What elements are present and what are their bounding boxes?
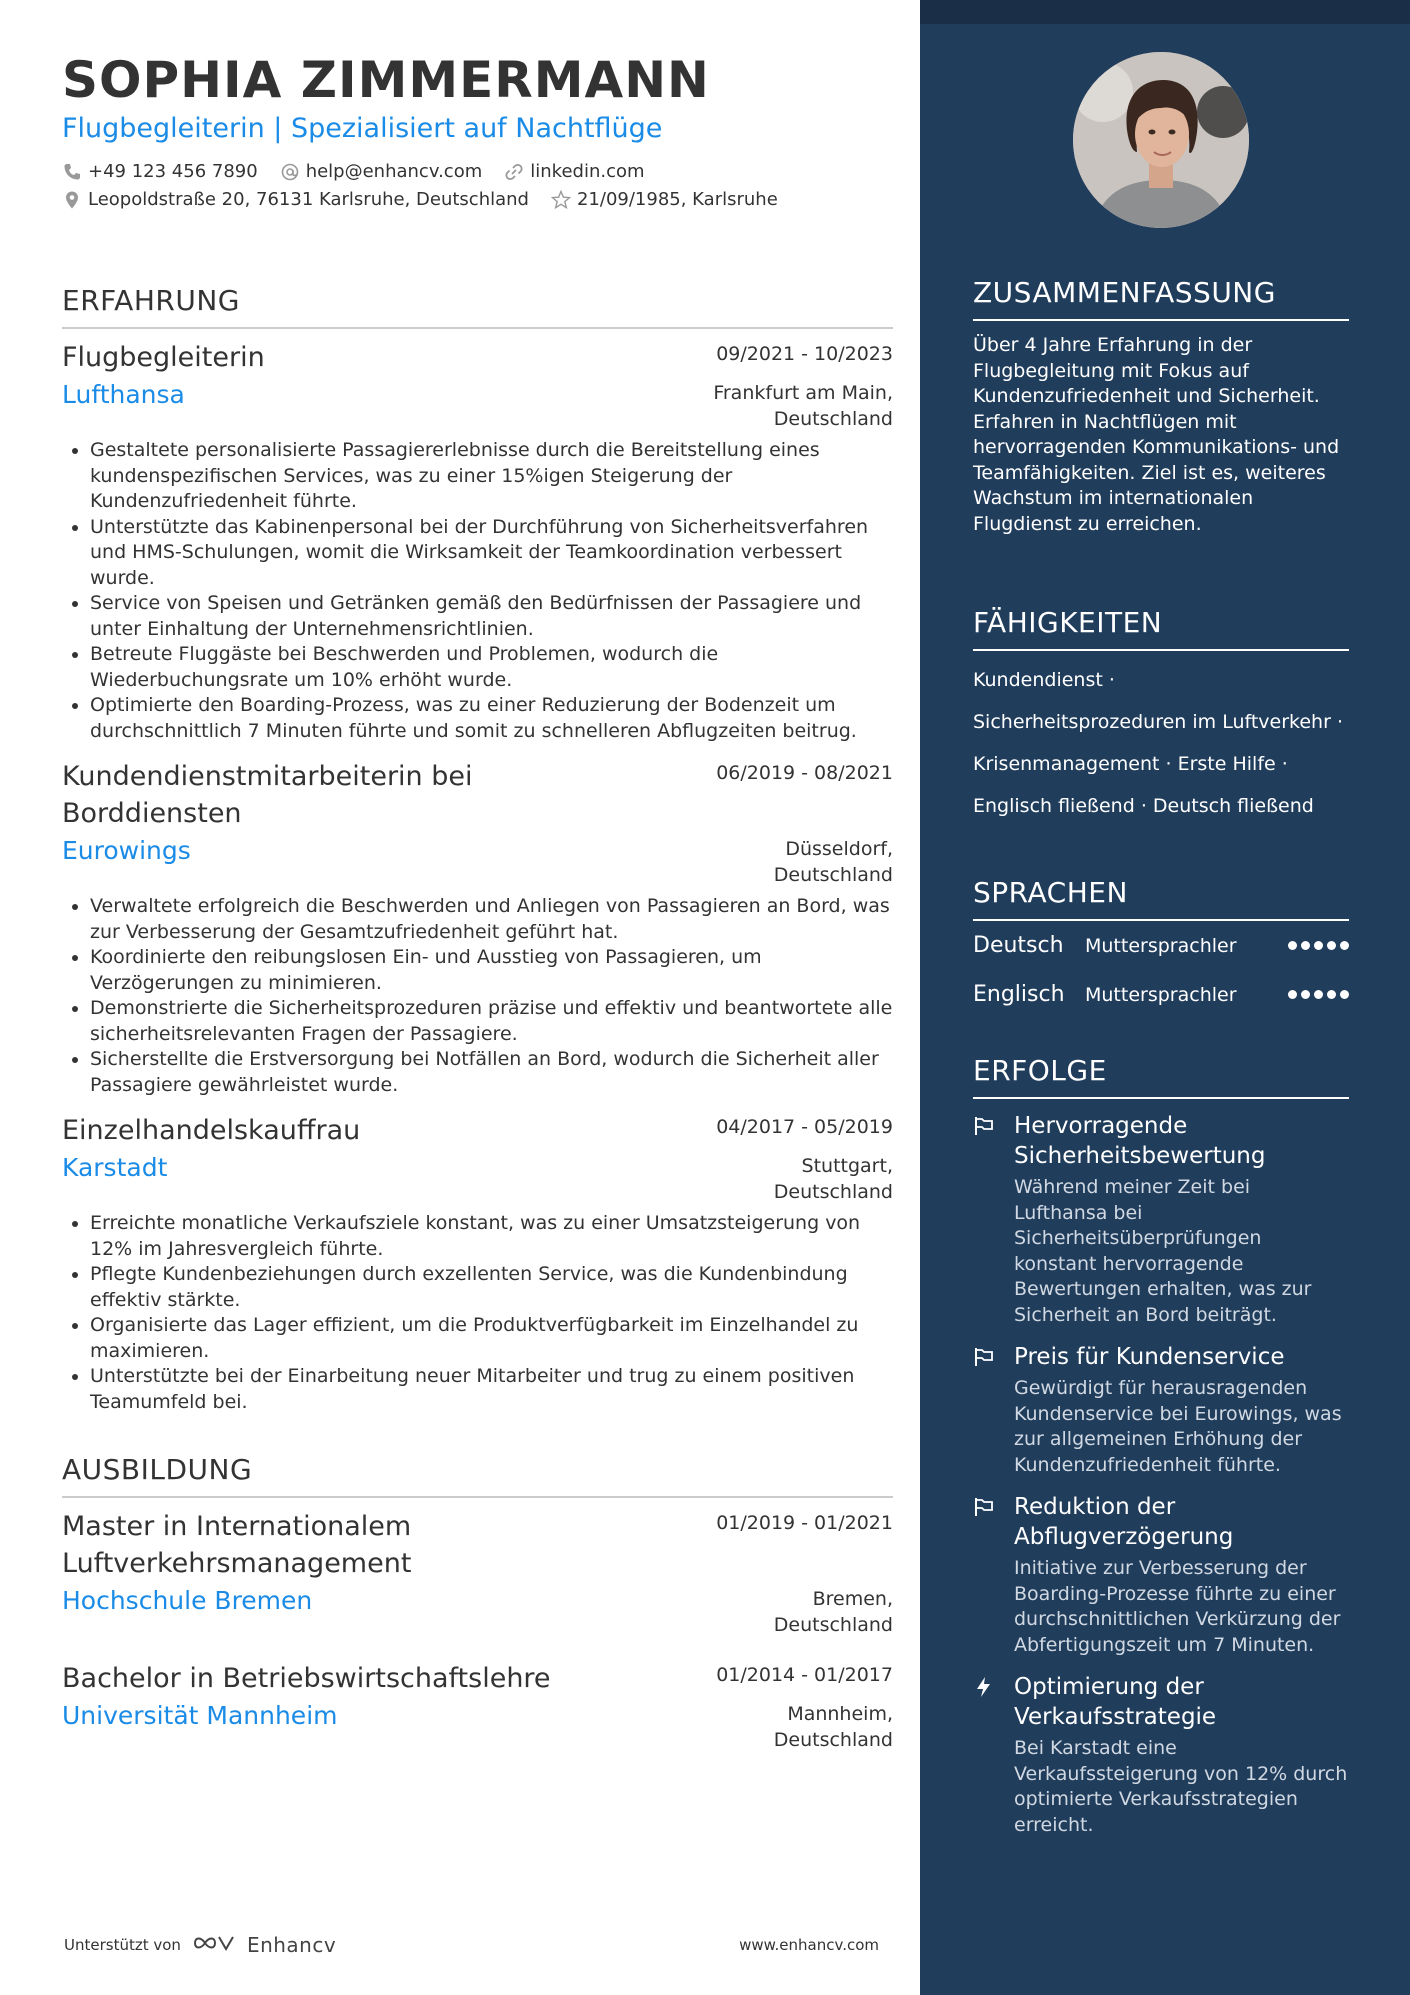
skills-section [973, 606, 1349, 827]
school-name: Universität Mannheim [62, 1701, 338, 1730]
achievements-section [973, 1054, 1349, 1838]
achievement-item [973, 1111, 1349, 1328]
rating-dot [1340, 990, 1349, 999]
link-icon [504, 162, 524, 182]
location-pin-icon [62, 190, 82, 210]
email[interactable] [280, 158, 483, 186]
language-rating [1288, 941, 1349, 950]
achievement-desc: Gewürdigt für herausragenden Kundenservice bei Eurowings, was zur allgemeinen Erhöhung der Kundenzufriedenheit führte. [1014, 1377, 1342, 1476]
bullet-list [62, 894, 893, 1098]
achievement-desc: Bei Karstadt eine Verkaufssteigerung von 12% durch optimierte Verkaufsstrategien erreicht. [1014, 1737, 1348, 1836]
experience-entry [62, 339, 893, 744]
languages-section [973, 876, 1349, 1019]
powered-by-text: Unterstützt von [64, 1936, 181, 1954]
education-date: 01/2014 - 01/2017 [716, 1664, 893, 1686]
job-date: 06/2019 - 08/2021 [716, 762, 893, 784]
bullet-item: • Verwaltete erfolgreich die Beschwerden und Anliegen von Passagieren an Bord, was zur Verbesserung der Gesamtzufriedenheit geführt hat. [90, 894, 893, 945]
job-title: Kundendienstmitarbeiterin bei Borddiensten [62, 761, 473, 829]
job-title: Einzelhandelskauffrau [62, 1115, 361, 1146]
address-text: Leopoldstraße 20, 76131 Karlsruhe, Deutschland [88, 189, 529, 210]
education-entry [62, 1508, 893, 1638]
rating-dot [1288, 941, 1297, 950]
education-date: 01/2019 - 01/2021 [716, 1512, 893, 1534]
bullet-list [62, 438, 893, 744]
education-entry [62, 1660, 893, 1753]
skill-line: Krisenmanagement · Erste Hilfe · [973, 753, 1288, 775]
achievement-item [973, 1342, 1349, 1478]
achievement-title: Preis für Kundenservice [1014, 1344, 1285, 1370]
school-name: Hochschule Bremen [62, 1586, 313, 1615]
bullet-item: • Pflegte Kundenbeziehungen durch exzellenten Service, was die Kundenbindung effektiv stärkte. [90, 1262, 893, 1313]
bullet-item: • Unterstützte bei der Einarbeitung neuer Mitarbeiter und trug zu einem positiven Teamumfeld bei. [90, 1364, 893, 1415]
language-row [973, 921, 1349, 970]
rating-dot [1288, 990, 1297, 999]
achievements-title: ERFOLGE [973, 1054, 1349, 1099]
contact-info [62, 158, 893, 214]
bullet-list [62, 1211, 893, 1415]
bullet-item: • Organisierte das Lager effizient, um die Produktverfügbarkeit im Einzelhandel zu maximieren. [90, 1313, 893, 1364]
experience-entry [62, 1112, 893, 1415]
education-title: AUSBILDUNG [62, 1453, 893, 1498]
sidebar-top-bar [920, 0, 1410, 24]
job-location: Stuttgart, Deutschland [773, 1155, 893, 1203]
education-location: Mannheim, Deutschland [773, 1703, 893, 1751]
achievement-desc: Initiative zur Verbesserung der Boarding-Prozesse führte zu einer durchschnittlichen Verkürzung der Abfertigungszeit um 7 Minuten. [1014, 1557, 1341, 1656]
language-name: Deutsch [973, 933, 1064, 958]
job-location: Frankfurt am Main, Deutschland [713, 382, 893, 430]
phone-text: +49 123 456 7890 [88, 161, 258, 182]
achievement-item [973, 1492, 1349, 1658]
bullet-item: • Erreichte monatliche Verkaufsziele konstant, was zu einer Umsatzsteigerung von 12% im Jahresvergleich führte. [90, 1211, 893, 1262]
language-row [973, 970, 1349, 1019]
rating-dot [1340, 941, 1349, 950]
sidebar [920, 0, 1410, 1995]
linkedin-text: linkedin.com [530, 161, 645, 182]
address [62, 186, 529, 214]
rating-dot [1327, 941, 1336, 950]
phone [62, 158, 258, 186]
achievement-item [973, 1672, 1349, 1838]
job-title: Flugbegleiterin [62, 342, 265, 373]
flag-icon [973, 1111, 1014, 1328]
degree-title: Master in Internationalem Luftverkehrsmanagement [62, 1511, 412, 1579]
email-text: help@enhancv.com [305, 161, 483, 182]
skills-list [973, 659, 1349, 827]
languages-title: SPRACHEN [973, 876, 1349, 921]
achievement-title: Optimierung der Verkaufsstrategie [1014, 1674, 1217, 1730]
degree-title: Bachelor in Betriebswirtschaftslehre [62, 1663, 551, 1694]
birth [551, 186, 778, 214]
flag-icon [973, 1342, 1014, 1478]
skill-line: Sicherheitsprozeduren im Luftverkehr · [973, 711, 1343, 733]
bullet-item: • Demonstrierte die Sicherheitsprozeduren präzise und effektiv und beantwortete alle sicherheitsrelevanten Fragen der Passagiere. [90, 996, 893, 1047]
footer-url[interactable]: www.enhancv.com [739, 1936, 879, 1954]
language-level: Muttersprachler [1085, 934, 1237, 957]
rating-dot [1301, 990, 1310, 999]
brand-name: Enhancv [246, 1933, 337, 1957]
skill-line: Englisch fließend · Deutsch fließend [973, 795, 1314, 817]
bolt-icon [973, 1672, 1014, 1838]
language-name: Englisch [973, 982, 1065, 1007]
language-rating [1288, 990, 1349, 999]
at-icon [280, 162, 300, 182]
experience-entry [62, 758, 893, 1098]
star-icon [551, 190, 571, 210]
flag-icon [973, 1492, 1014, 1658]
bullet-item: • Koordinierte den reibungslosen Ein- und Ausstieg von Passagieren, um Verzögerungen zu minimieren. [90, 945, 893, 996]
bullet-item: • Unterstützte das Kabinenpersonal bei der Durchführung von Sicherheitsverfahren und HMS-Schulungen, womit die Wirksamkeit der Teamkoordination verbessert wurde. [90, 515, 893, 592]
achievement-title: Hervorragende Sicherheitsbewertung [1014, 1113, 1266, 1169]
rating-dot [1327, 990, 1336, 999]
enhancv-logo-icon [191, 1932, 237, 1958]
profile-photo [1073, 52, 1249, 228]
bullet-item: • Betreute Fluggäste bei Beschwerden und Problemen, wodurch die Wiederbuchungsrate um 10% erhöht wurde. [90, 642, 893, 693]
language-level: Muttersprachler [1085, 983, 1237, 1006]
rating-dot [1314, 990, 1323, 999]
summary-section [973, 276, 1349, 537]
candidate-name: SOPHIA ZIMMERMANN [62, 51, 710, 109]
skills-title: FÄHIGKEITEN [973, 606, 1349, 651]
rating-dot [1314, 941, 1323, 950]
bullet-item: • Sicherstellte die Erstversorgung bei Notfällen an Bord, wodurch die Sicherheit aller Passagiere gewährleistet wurde. [90, 1047, 893, 1098]
company-name: Eurowings [62, 836, 191, 865]
company-name: Karstadt [62, 1153, 168, 1182]
bullet-item: • Optimierte den Boarding-Prozess, was zu einer Reduzierung der Bodenzeit um durchschnittlich 7 Minuten führte und somit zu schnelleren Abflugzeiten beitrug. [90, 693, 893, 744]
linkedin[interactable] [504, 158, 644, 186]
bullet-item: • Service von Speisen und Getränken gemäß den Bedürfnissen der Passagiere und unter Einhaltung der Unternehmensrichtlinien. [90, 591, 893, 642]
summary-text: Über 4 Jahre Erfahrung in der Flugbegleitung mit Fokus auf Kundenzufriedenheit und Sicherheit. Erfahren in Nachtflügen mit hervorragenden Kommunikations- und Teamfähigkeiten. Ziel ist es, weiteres Wachstum im internationalen Flugdienst zu erreichen. [973, 334, 1340, 535]
skill-line: Kundendienst · [973, 669, 1115, 691]
company-name: Lufthansa [62, 380, 185, 409]
headline: Flugbegleiterin | Spezialisiert auf Nachtflüge [62, 113, 663, 144]
achievement-desc: Während meiner Zeit bei Lufthansa bei Sicherheitsüberprüfungen konstant hervorragende Bewertungen erhalten, was zur Sicherheit an Bord beiträgt. [1014, 1176, 1312, 1326]
phone-icon [62, 162, 82, 182]
education-location: Bremen, Deutschland [773, 1588, 893, 1636]
job-location: Düsseldorf, Deutschland [773, 838, 893, 886]
summary-title: ZUSAMMENFASSUNG [973, 276, 1349, 321]
rating-dot [1301, 941, 1310, 950]
footer [64, 1932, 879, 1958]
job-date: 04/2017 - 05/2019 [716, 1116, 893, 1138]
experience-title: ERFAHRUNG [62, 284, 893, 329]
achievement-title: Reduktion der Abflugverzögerung [1014, 1494, 1234, 1550]
bullet-item: • Gestaltete personalisierte Passagiererlebnisse durch die Bereitstellung eines kundenspezifischen Services, was zu einer 15%igen Steigerung der Kundenzufriedenheit führte. [90, 438, 893, 515]
birth-text: 21/09/1985, Karlsruhe [576, 189, 778, 210]
job-date: 09/2021 - 10/2023 [716, 343, 893, 365]
